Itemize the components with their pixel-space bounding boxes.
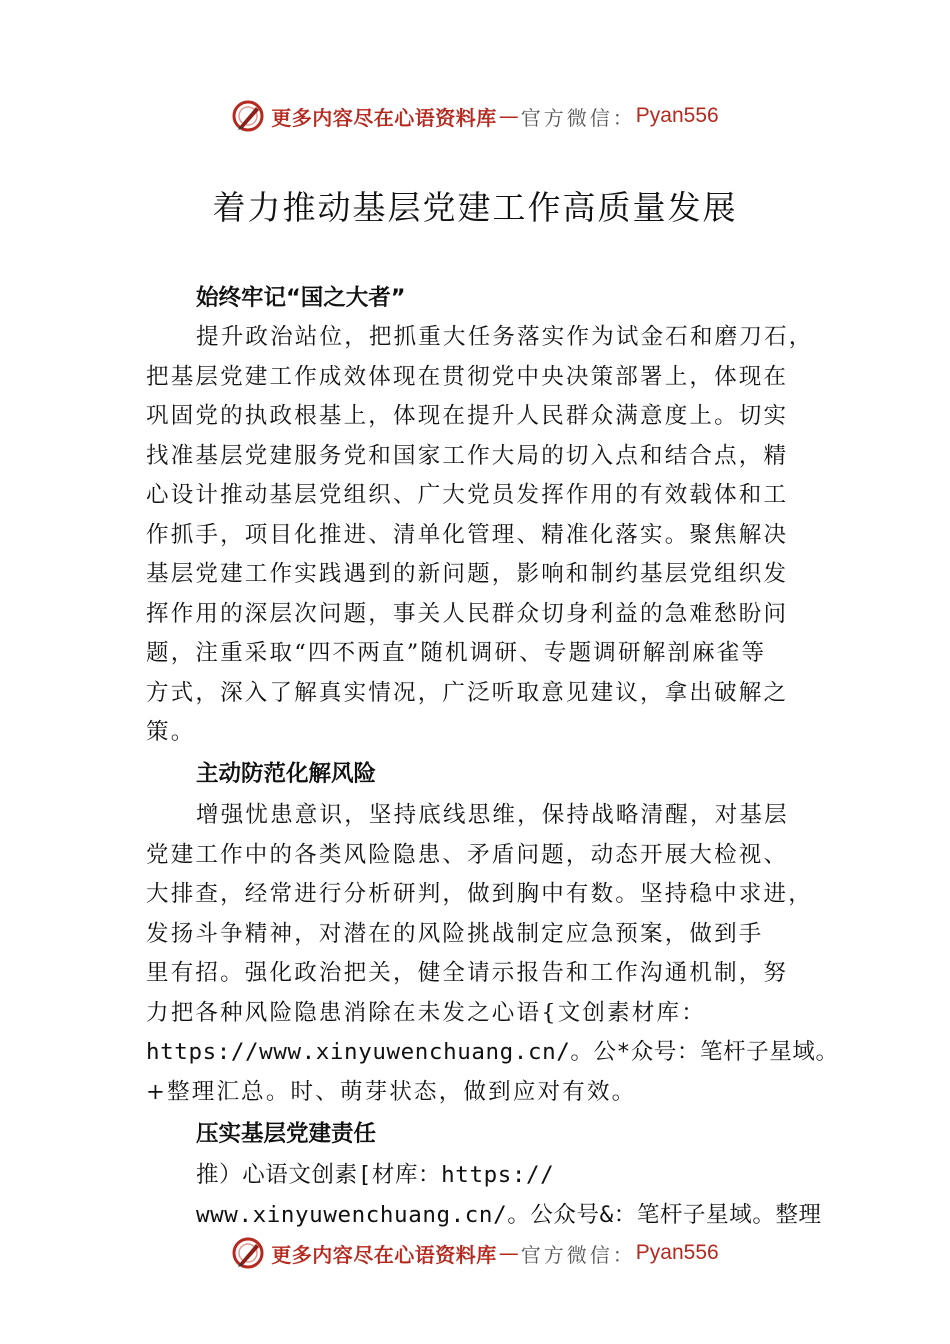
section-heading-2: 主动防范化解风险	[196, 761, 377, 787]
page-title: 着力推动基层党建工作高质量发展	[212, 188, 738, 227]
banner-site-text: 更多内容尽在心语资料库	[271, 105, 497, 130]
paragraph-line: 党建工作中的各类风险隐患、矛盾问题，动态开展大检视、	[146, 841, 789, 868]
banner-wechat-label: 官方微信：	[520, 1242, 636, 1267]
section-heading-1: 始终牢记“国之大者”	[196, 285, 406, 311]
banner-site-text: 更多内容尽在心语资料库	[271, 1242, 497, 1267]
banner-wechat-id: Pyan556	[635, 104, 719, 127]
paragraph-line: 挥作用的深层次问题，事关人民群众切身利益的急难愁盼问	[146, 600, 789, 627]
banner-wechat-id: Pyan556	[635, 1241, 719, 1264]
pen-brush-logo-icon	[231, 99, 265, 133]
section-heading-3: 压实基层党建责任	[196, 1121, 377, 1147]
paragraph-line: 作抓手，项目化推进、清单化管理、精准化落实。聚焦解决	[146, 521, 789, 548]
banner-dash: —	[498, 1241, 519, 1265]
paragraph-line: 推）心语文创素[材库：https://	[196, 1162, 555, 1188]
paragraph-line: 策。	[146, 719, 196, 745]
paragraph-line: 心设计推动基层党组织、广大党员发挥作用的有效载体和工	[146, 482, 789, 508]
paragraph-line: https://www.xinyuwenchuang.cn/。公*众号：笔杆子星域。	[146, 1039, 839, 1065]
paragraph-line: +整理汇总。时、萌芽状态，做到应对有效。	[146, 1078, 637, 1105]
header-banner	[0, 96, 950, 136]
paragraph-line: www.xinyuwenchuang.cn/。公众号&：笔杆子星域。整理	[196, 1201, 822, 1228]
paragraph-line: 巩固党的执政根基上，体现在提升人民群众满意度上。切实	[146, 403, 789, 429]
paragraph-line: 大排查，经常进行分析研判，做到胸中有数。坚持稳中求进，	[146, 881, 813, 907]
paragraph-line: 题，注重采取“四不两直”随机调研、专题调研解剖麻雀等	[146, 640, 767, 666]
paragraph-line: 基层党建工作实践遇到的新问题，影响和制约基层党组织发	[146, 561, 789, 587]
banner-wechat-label: 官方微信：	[520, 105, 636, 130]
pen-brush-logo-icon	[231, 1236, 265, 1270]
footer-banner	[0, 1233, 950, 1273]
paragraph-line: 力把各种风险隐患消除在未发之心语{文创素材库：	[146, 999, 706, 1026]
paragraph-line: 方式，深入了解真实情况，广泛听取意见建议，拿出破解之	[146, 679, 789, 706]
paragraph-line: 把基层党建工作成效体现在贯彻党中央决策部署上，体现在	[146, 363, 789, 390]
paragraph-line: 找准基层党建服务党和国家工作大局的切入点和结合点，精	[146, 442, 789, 469]
section-paragraph-2	[146, 796, 839, 1112]
paragraph-line: 发扬斗争精神，对潜在的风险挑战制定应急预案，做到手	[146, 920, 764, 947]
section-paragraph-3	[196, 1156, 836, 1235]
paragraph-line: 里有招。强化政治把关，健全请示报告和工作沟通机制，努	[146, 960, 789, 986]
banner-dash: —	[498, 104, 519, 128]
paragraph-line: 增强忧患意识，坚持底线思维，保持战略清醒，对基层	[196, 802, 789, 828]
section-paragraph-1	[146, 318, 836, 753]
paragraph-line: 提升政治站位，把抓重大任务落实作为试金石和磨刀石，	[196, 324, 814, 350]
